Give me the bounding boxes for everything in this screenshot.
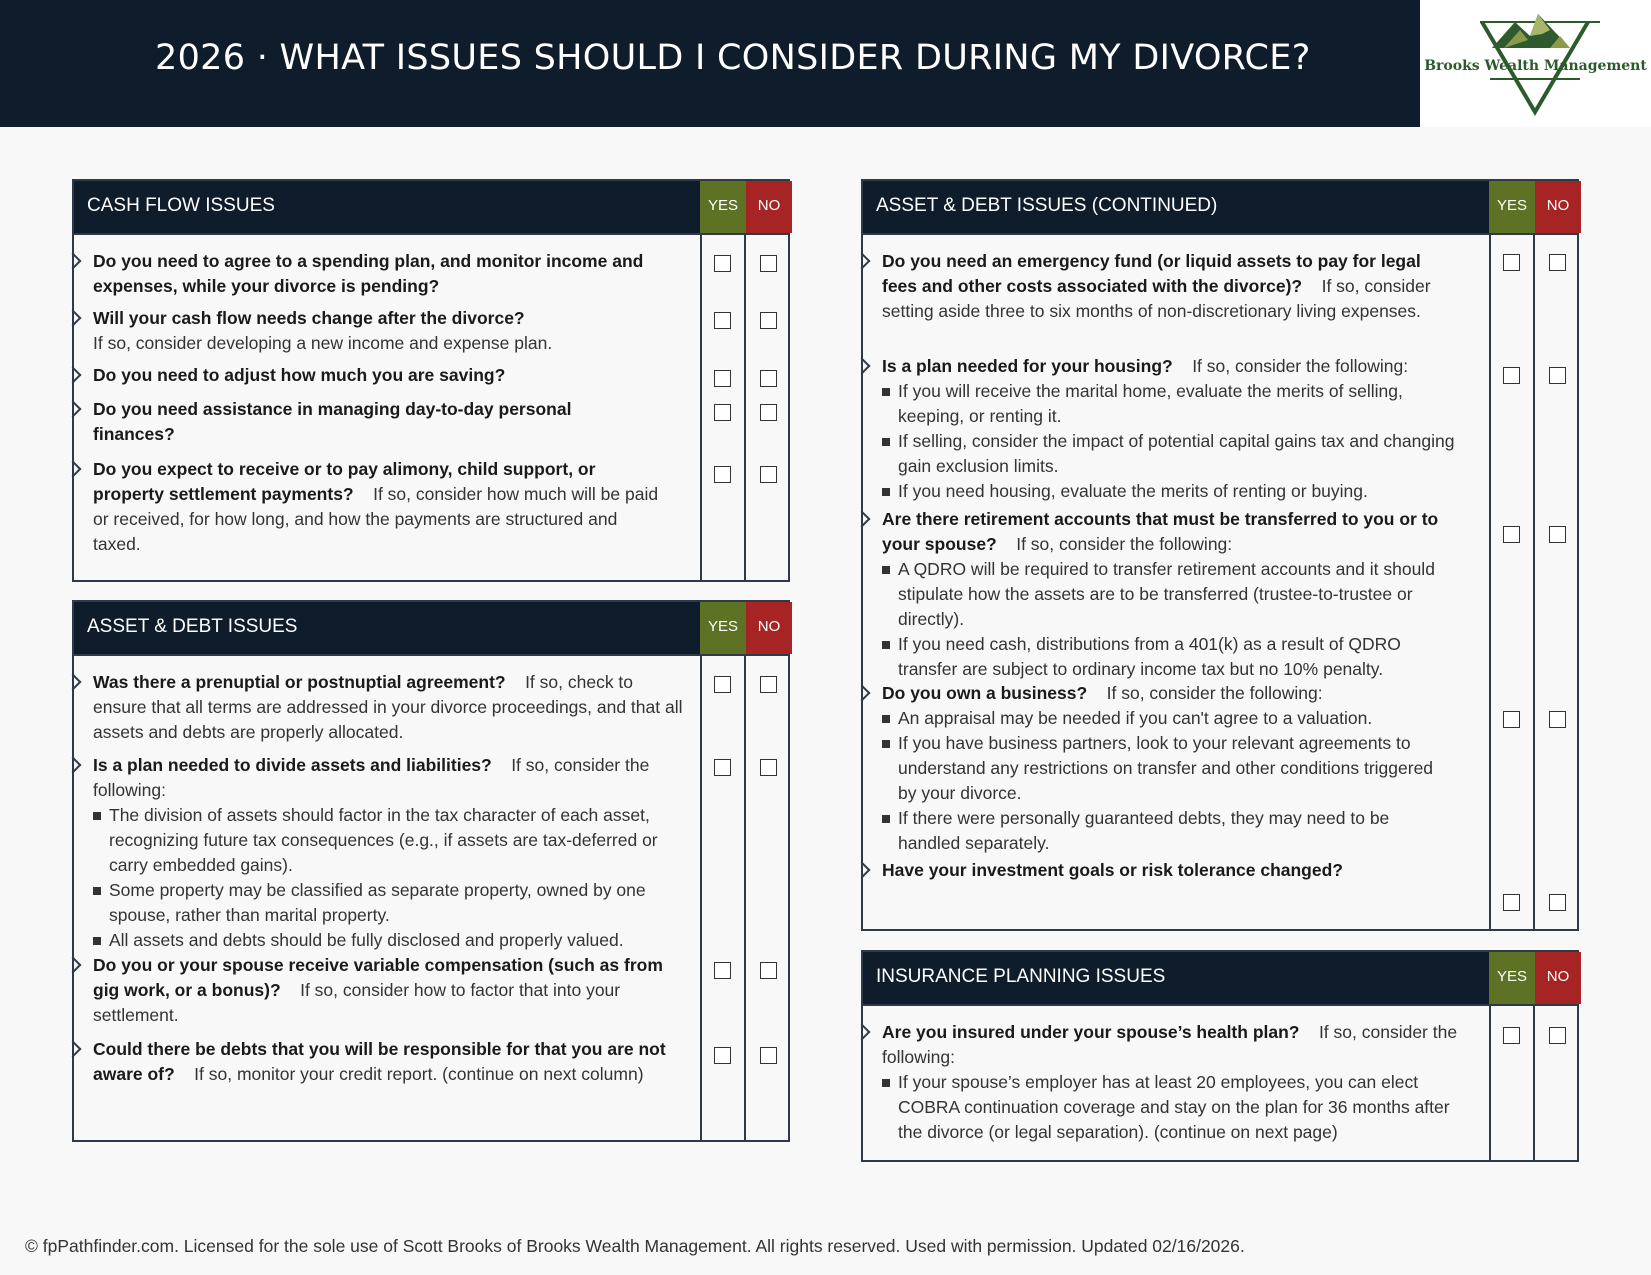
- question: Is a plan needed for your housing? If so, consider the following: If you will receive the marital home, evaluate the merits of selling, keeping, or renting it. If selling, consider the impact of potential capital gains tax and changing gain exclusion limits. If you need housing, evaluate the merits of renting or buying.: [882, 354, 1462, 504]
- chevron-right-icon: [65, 401, 82, 418]
- insurance-planning-section: [861, 950, 1579, 1162]
- question: Do you need an emergency fund (or liquid assets to pay for legal fees and other costs associated with the divorce)? If so, consider setting aside three to six months of non-discretionary living expenses.: [882, 251, 1431, 321]
- logo-text: Brooks Wealth Management: [1424, 58, 1647, 74]
- column-divider: [744, 654, 746, 1140]
- bullet-list: [882, 557, 1452, 682]
- column-divider: [1533, 233, 1535, 929]
- chevron-right-icon: [854, 511, 871, 528]
- section-header: [863, 181, 1577, 235]
- column-divider: [1489, 233, 1491, 929]
- no-checkbox[interactable]: [760, 255, 777, 272]
- no-checkbox[interactable]: [1549, 367, 1566, 384]
- chevron-right-icon: [65, 367, 82, 384]
- asset-debt-section: [72, 600, 790, 1142]
- asset-debt-continued-section: [861, 179, 1579, 931]
- yes-checkbox[interactable]: [1503, 894, 1520, 911]
- chevron-right-icon: [65, 310, 82, 327]
- chevron-right-icon: [65, 674, 82, 691]
- bullet-item: If your spouse’s employer has at least 20 employees, you can elect COBRA continuation coverage and stay on the plan for 36 months after the divorce (or legal separation). (continue on next page): [882, 1070, 1472, 1145]
- question: Do you expect to receive or to pay alimony, child support, or property settlement payments? If so, consider how much will be paid or received, for how long, and how the payments are structured and taxed.: [93, 459, 659, 554]
- yes-column-header: YES: [700, 602, 746, 654]
- question: Are there retirement accounts that must be transferred to you or to your spouse? If so, consider the following: A QDRO will be required to transfer retirement accounts and it should stipulate how the assets are to be transferred (trustee-to-trustee or directly). If you need cash, distributions from a 401(k) as a result of QDRO transfer are subject to ordinary income tax but no 10% penalty.: [882, 507, 1452, 682]
- no-checkbox[interactable]: [760, 370, 777, 387]
- question: Could there be debts that you will be responsible for that you are not aware of? If so, monitor your credit report. (continue on next column): [93, 1039, 666, 1084]
- no-checkbox[interactable]: [760, 312, 777, 329]
- bullet-item: All assets and debts should be fully disclosed and properly valued.: [93, 928, 688, 953]
- bullet-list: [882, 1070, 1472, 1145]
- yes-checkbox[interactable]: [714, 1047, 731, 1064]
- chevron-right-icon: [65, 757, 82, 774]
- bullet-item: If you need cash, distributions from a 401(k) as a result of QDRO transfer are subject to ordinary income tax but no 10% penalty.: [882, 632, 1452, 682]
- no-column-header: NO: [746, 602, 792, 654]
- no-checkbox[interactable]: [760, 1047, 777, 1064]
- bullet-item: If there were personally guaranteed debts, they may need to be handled separately.: [882, 806, 1452, 856]
- no-column-header: NO: [1535, 952, 1581, 1004]
- yes-checkbox[interactable]: [714, 255, 731, 272]
- chevron-right-icon: [65, 957, 82, 974]
- question: Do you need assistance in managing day-to-day personal finances?: [93, 399, 572, 444]
- footer-copyright: © fpPathfinder.com. Licensed for the sole use of Scott Brooks of Brooks Wealth Management. All rights reserved. Used with permission. Updated 02/16/2026.: [25, 1236, 1245, 1256]
- bullet-list: [882, 706, 1452, 856]
- bullet-list: [93, 803, 688, 953]
- yes-checkbox[interactable]: [1503, 367, 1520, 384]
- chevron-right-icon: [854, 1024, 871, 1041]
- yes-column-header: YES: [1489, 181, 1535, 233]
- bullet-item: Some property may be classified as separate property, owned by one spouse, rather than marital property.: [93, 878, 688, 928]
- section-title: CASH FLOW ISSUES: [87, 195, 275, 216]
- yes-checkbox[interactable]: [1503, 526, 1520, 543]
- no-checkbox[interactable]: [1549, 711, 1566, 728]
- question: Will your cash flow needs change after the divorce? If so, consider developing a new income and expense plan.: [93, 308, 553, 353]
- question: Was there a prenuptial or postnuptial agreement? If so, check to ensure that all terms are addressed in your divorce proceedings, and that all assets and debts are properly allocated.: [93, 672, 683, 742]
- yes-checkbox[interactable]: [714, 759, 731, 776]
- question: Is a plan needed to divide assets and liabilities? If so, consider the following: The division of assets should factor in the tax character of each asset, recognizing future tax consequences (e.g., if assets are tax-deferred or carry embedded gains). Some property may be classified as separate property, owned by one spouse, rather than marital property. All assets and debts should be fully disclosed and properly valued.: [93, 753, 688, 953]
- no-column-header: NO: [1535, 181, 1581, 233]
- yes-checkbox[interactable]: [714, 404, 731, 421]
- question: Are you insured under your spouse’s health plan? If so, consider the following: If your spouse’s employer has at least 20 employees, you can elect COBRA continuation coverage and stay on the plan for 36 months after the divorce (or legal separation). (continue on next page): [882, 1020, 1472, 1145]
- yes-checkbox[interactable]: [714, 962, 731, 979]
- section-header: [74, 602, 788, 656]
- yes-checkbox[interactable]: [1503, 1027, 1520, 1044]
- bullet-item: A QDRO will be required to transfer retirement accounts and it should stipulate how the assets are to be transferred (trustee-to-trustee or directly).: [882, 557, 1452, 632]
- bullet-item: The division of assets should factor in the tax character of each asset, recognizing future tax consequences (e.g., if assets are tax-deferred or carry embedded gains).: [93, 803, 688, 878]
- bullet-list: [882, 379, 1462, 504]
- no-checkbox[interactable]: [760, 962, 777, 979]
- yes-checkbox[interactable]: [714, 466, 731, 483]
- chevron-right-icon: [65, 1041, 82, 1058]
- chevron-right-icon: [65, 461, 82, 478]
- yes-checkbox[interactable]: [1503, 711, 1520, 728]
- yes-column-header: YES: [700, 181, 746, 233]
- question: Have your investment goals or risk tolerance changed?: [882, 860, 1343, 880]
- question: Do you need to adjust how much you are saving?: [93, 365, 506, 385]
- yes-checkbox[interactable]: [714, 676, 731, 693]
- no-checkbox[interactable]: [760, 676, 777, 693]
- bullet-item: If selling, consider the impact of potential capital gains tax and changing gain exclusion limits.: [882, 429, 1462, 479]
- column-divider: [1533, 1004, 1535, 1160]
- logo: [1420, 0, 1651, 127]
- yes-checkbox[interactable]: [714, 312, 731, 329]
- chevron-right-icon: [854, 253, 871, 270]
- cash-flow-section: [72, 179, 790, 582]
- no-checkbox[interactable]: [760, 466, 777, 483]
- section-title: ASSET & DEBT ISSUES (CONTINUED): [876, 195, 1218, 216]
- no-checkbox[interactable]: [1549, 254, 1566, 271]
- section-title: INSURANCE PLANNING ISSUES: [876, 966, 1166, 987]
- chevron-right-icon: [854, 862, 871, 879]
- column-divider: [1489, 1004, 1491, 1160]
- no-checkbox[interactable]: [1549, 894, 1566, 911]
- no-checkbox[interactable]: [760, 404, 777, 421]
- no-checkbox[interactable]: [1549, 526, 1566, 543]
- no-checkbox[interactable]: [760, 759, 777, 776]
- section-title: ASSET & DEBT ISSUES: [87, 616, 298, 637]
- chevron-right-icon: [854, 685, 871, 702]
- bullet-item: An appraisal may be needed if you can't agree to a valuation.: [882, 706, 1452, 731]
- yes-checkbox[interactable]: [714, 370, 731, 387]
- question: Do you own a business? If so, consider the following: An appraisal may be needed if you can't agree to a valuation. If you have business partners, look to your relevant agreements to understand any restrictions on transfer and other conditions triggered by your divorce. If there were personally guaranteed debts, they may need to be handled separately.: [882, 681, 1452, 856]
- bullet-item: If you will receive the marital home, evaluate the merits of selling, keeping, or renting it.: [882, 379, 1462, 429]
- question: Do you or your spouse receive variable compensation (such as from gig work, or a bonus)? If so, consider how to factor that into your settlement.: [93, 955, 663, 1025]
- bullet-item: If you have business partners, look to your relevant agreements to understand any restrictions on transfer and other conditions triggered by your divorce.: [882, 731, 1452, 806]
- no-column-header: NO: [746, 181, 792, 233]
- section-header: [863, 952, 1577, 1006]
- column-divider: [744, 233, 746, 580]
- column-divider: [700, 233, 702, 580]
- question: Do you need to agree to a spending plan, and monitor income and expenses, while your divorce is pending?: [93, 251, 644, 296]
- yes-checkbox[interactable]: [1503, 254, 1520, 271]
- column-divider: [700, 654, 702, 1140]
- bullet-item: If you need housing, evaluate the merits of renting or buying.: [882, 479, 1462, 504]
- yes-column-header: YES: [1489, 952, 1535, 1004]
- page-title: 2026 · WHAT ISSUES SHOULD I CONSIDER DURING MY DIVORCE?: [155, 38, 1311, 78]
- section-header: [74, 181, 788, 235]
- chevron-right-icon: [854, 358, 871, 375]
- page-header: [0, 0, 1420, 127]
- no-checkbox[interactable]: [1549, 1027, 1566, 1044]
- chevron-right-icon: [65, 253, 82, 270]
